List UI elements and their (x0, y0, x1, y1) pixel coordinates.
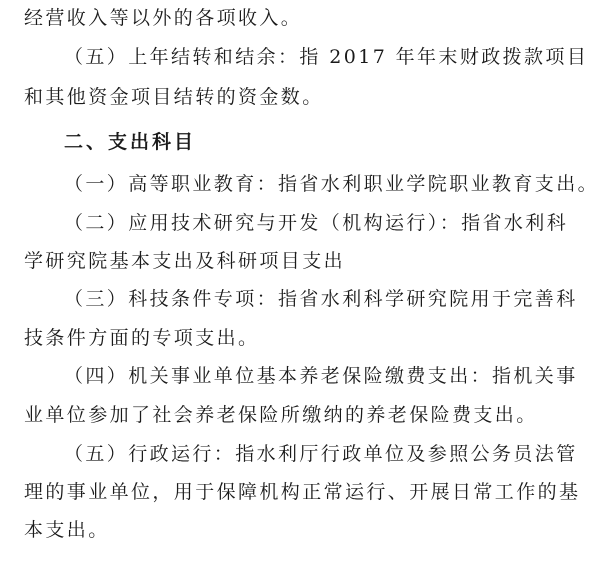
paragraph-line: 技条件方面的专项支出。 (24, 327, 260, 349)
paragraph-line: 和其他资金项目结转的资金数。 (24, 86, 324, 108)
paragraph-line: 业单位参加了社会养老保险所缴纳的养老保险费支出。 (24, 404, 538, 426)
paragraph-line: （五）行政运行：指水利厅行政单位及参照公务员法管 (64, 443, 578, 465)
paragraph-line: （二）应用技术研究与开发（机构运行）：指省水利科 (64, 212, 569, 234)
section-heading: 二、支出科目 (64, 131, 197, 153)
paragraph-line: 本支出。 (24, 519, 110, 541)
paragraph-line: （四）机关事业单位基本养老保险缴费支出：指机关事 (64, 365, 578, 387)
paragraph-line: 经营收入等以外的各项收入。 (24, 7, 303, 29)
paragraph-line: （三）科技条件专项：指省水利科学研究院用于完善科 (64, 288, 578, 310)
paragraph-line: （一）高等职业教育：指省水利职业学院职业教育支出。 (64, 173, 600, 195)
paragraph-line: 学研究院基本支出及科研项目支出 (24, 250, 346, 272)
paragraph-line: 理的事业单位，用于保障机构正常运行、开展日常工作的基 (24, 481, 581, 503)
paragraph-line: （五）上年结转和结余：指 2017 年年末财政拨款项目 (64, 46, 589, 68)
